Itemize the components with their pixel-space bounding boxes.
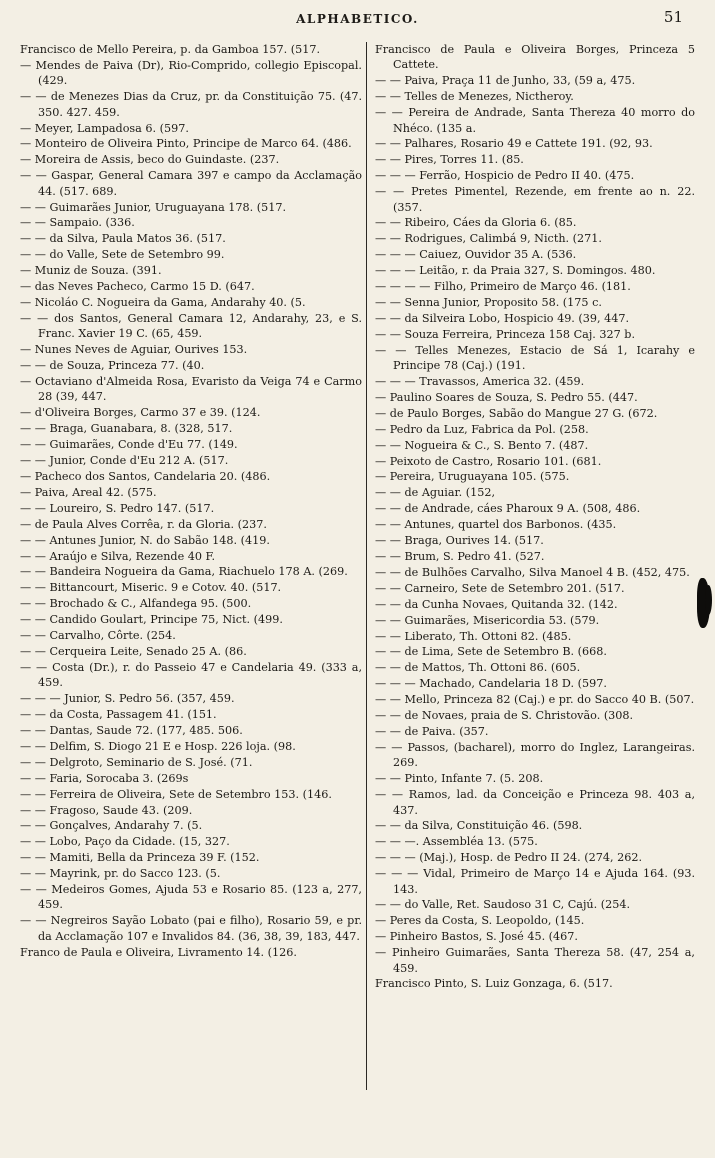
directory-entry: — — de Aguiar. (152,: [375, 486, 496, 500]
directory-entry: — — Nogueira & C., S. Bento 7. (487.: [375, 438, 589, 452]
directory-entry: — Paiva, Areal 42. (575.: [20, 485, 157, 499]
directory-entry: — — — Leitão, r. da Praia 327, S. Domingos. 480.: [375, 264, 656, 278]
ink-blot: [705, 585, 712, 615]
directory-entry: — — Braga, Ourives 14. (517.: [375, 534, 544, 548]
directory-entry: — das Neves Pacheco, Carmo 15 D. (647.: [20, 280, 255, 294]
page-number: 51: [663, 8, 683, 26]
directory-entry: — — de Lima, Sete de Setembro B. (668.: [375, 645, 607, 659]
directory-entry: — — Delfim, S. Diogo 21 E e Hosp. 226 loja. (98.: [20, 739, 296, 753]
directory-entry: — — —. Assembléa 13. (575.: [375, 835, 538, 849]
directory-entry: — — Carneiro, Sete de Setembro 201. (517.: [375, 581, 625, 595]
directory-entry: — — da Costa, Passagem 41. (151.: [20, 708, 217, 722]
directory-entry: — — Lobo, Paço da Cidade. (15, 327.: [20, 835, 230, 849]
directory-entry: Franco de Paula e Oliveira, Livramento 14. (126.: [20, 945, 297, 959]
directory-entry: — — de Andrade, cáes Pharoux 9 A. (508, 486.: [375, 502, 641, 516]
directory-entry: — — de Paiva. (357.: [375, 724, 489, 738]
directory-entry: — — Passos, (bacharel), morro do Inglez, Larangeiras. 269.: [375, 740, 695, 770]
directory-entry: — — Gaspar, General Camara 397 e campo da Acclamação 44. (517. 689.: [20, 169, 362, 198]
directory-entry: — — Costa (Dr.), r. do Passeio 47 e Candelaria 49. (333 a, 459.: [20, 660, 362, 690]
page-title: ALPHABETICO.: [296, 12, 419, 26]
directory-entry: — — Medeiros Gomes, Ajuda 53 e Rosario 85. (123 a, 277, 459.: [20, 883, 362, 912]
right-column: [375, 42, 695, 1092]
directory-entry: — — Pires, Torres 11. (85.: [375, 153, 524, 167]
directory-entry: — — Ferreira de Oliveira, Sete de Setembro 153. (146.: [20, 787, 332, 801]
directory-entry: — Monteiro de Oliveira Pinto, Principe de Marco 64. (486.: [20, 137, 352, 151]
directory-entry: Francisco de Mello Pereira, p. da Gamboa 157. (517.: [20, 43, 321, 56]
directory-entry: — — Guimarães, Conde d'Eu 77. (149.: [20, 438, 238, 452]
left-column: [20, 42, 362, 1092]
directory-entry: — — — Machado, Candelaria 18 D. (597.: [375, 677, 607, 691]
directory-entry: — — Candido Goulart, Principe 75, Nict. (499.: [20, 613, 283, 627]
directory-entry: — — Gonçalves, Andarahy 7. (5.: [20, 819, 203, 833]
directory-entry: — Moreira de Assis, beco do Guindaste. (237.: [20, 153, 280, 167]
directory-entry: — Muniz de Souza. (391.: [20, 264, 162, 278]
directory-entry: — Nunes Neves de Aguiar, Ourives 153.: [20, 343, 248, 357]
directory-entry: — — — Vidal, Primeiro de Março 14 e Ajuda 164. (93. 143.: [375, 867, 695, 896]
directory-entry: — — Telles Menezes, Estacio de Sá 1, Icarahy e Principe 78 (Caj.) (191.: [375, 343, 695, 373]
directory-entry: — — Rodrigues, Calimbá 9, Nicth. (271.: [375, 232, 602, 246]
directory-entry: — Paulino Soares de Souza, S. Pedro 55. (447.: [375, 390, 638, 404]
directory-entry: — — — (Maj.), Hosp. de Pedro II 24. (274, 262.: [375, 851, 642, 865]
directory-entry: — — Cerqueira Leite, Senado 25 A. (86.: [20, 644, 247, 658]
directory-entry: — Peixoto de Castro, Rosario 101. (681.: [375, 454, 602, 468]
directory-entry: — Pinheiro Guimarães, Santa Thereza 58. (47, 254 a, 459.: [375, 946, 695, 975]
directory-entry: — — da Silva, Constituição 46. (598.: [375, 819, 583, 833]
directory-entry: — — Brochado & C., Alfandega 95. (500.: [20, 597, 252, 611]
directory-entry: — Octaviano d'Almeida Rosa, Evaristo da Veiga 74 e Carmo 28 (39, 447.: [20, 375, 362, 404]
directory-entry: — — Telles de Menezes, Nictheroy.: [375, 90, 574, 104]
directory-entry: — — Antunes Junior, N. do Sabão 148. (419.: [20, 533, 270, 547]
directory-entry: — — Negreiros Sayão Lobato (pai e filho), Rosario 59, e pr. da Acclamação 107 e Invalidos 84. (36, 38, 39, 183, 447.: [20, 914, 362, 943]
column-divider: [366, 42, 367, 1090]
directory-entry: — — de Menezes Dias da Cruz, pr. da Constituição 75. (47. 350. 427. 459.: [20, 90, 362, 119]
directory-entry: — — Dantas, Saude 72. (177, 485. 506.: [20, 723, 243, 737]
directory-entry: — — Souza Ferreira, Princeza 158 Caj. 327 b.: [375, 327, 636, 341]
directory-entry: — — Mayrink, pr. do Sacco 123. (5.: [20, 867, 221, 881]
directory-entry: — — Antunes, quartel dos Barbonos. (435.: [375, 518, 617, 532]
directory-entry: — — — — Filho, Primeiro de Março 46. (181.: [375, 280, 631, 294]
directory-entry: — — — Caiuez, Ouvidor 35 A. (536.: [375, 248, 577, 262]
directory-entry: — — da Cunha Novaes, Quitanda 32. (142.: [375, 597, 618, 611]
directory-entry: — Pinheiro Bastos, S. José 45. (467.: [375, 930, 578, 944]
directory-entry: — — Junior, Conde d'Eu 212 A. (517.: [20, 454, 229, 468]
directory-entry: — — de Bulhões Carvalho, Silva Manoel 4 B. (452, 475.: [375, 565, 690, 579]
directory-entry: — — Mamiti, Bella da Princeza 39 F. (152.: [20, 851, 260, 865]
directory-entry: — — do Valle, Sete de Setembro 99.: [20, 248, 225, 262]
directory-entry: — — Ribeiro, Cáes da Gloria 6. (85.: [375, 216, 577, 230]
directory-entry: — — da Silva, Paula Matos 36. (517.: [20, 232, 226, 246]
directory-entry: — — Bandeira Nogueira da Gama, Riachuelo 178 A. (269.: [20, 565, 348, 579]
directory-entry: — Pereira, Uruguayana 105. (575.: [375, 470, 570, 484]
directory-entry: — de Paulo Borges, Sabão do Mangue 27 G. (672.: [375, 406, 658, 420]
directory-entry: — — Delgroto, Seminario de S. José. (71.: [20, 755, 253, 769]
directory-entry: — — Carvalho, Côrte. (254.: [20, 629, 176, 643]
directory-entry: — — de Novaes, praia de S. Christovão. (308.: [375, 709, 634, 723]
directory-entry: — — Liberato, Th. Ottoni 82. (485.: [375, 629, 572, 643]
directory-entry: — — Sampaio. (336.: [20, 216, 135, 230]
directory-entry: — Pedro da Luz, Fabrica da Pol. (258.: [375, 422, 589, 436]
directory-entry: — — — Junior, S. Pedro 56. (357, 459.: [20, 692, 235, 706]
page-header: [0, 8, 715, 30]
directory-entry: — — Loureiro, S. Pedro 147. (517.: [20, 501, 215, 515]
directory-entry: — Mendes de Paiva (Dr), Rio-Comprido, collegio Episcopal. (429.: [20, 58, 362, 88]
directory-entry: — — Pereira de Andrade, Santa Thereza 40 morro do Nhéco. (135 a.: [375, 106, 695, 135]
directory-entry: — — Pinto, Infante 7. (5. 208.: [375, 772, 544, 786]
directory-entry: Francisco de Paula e Oliveira Borges, Princeza 5 Cattete.: [375, 43, 695, 72]
directory-entry: — — Araújo e Silva, Rezende 40 F.: [20, 549, 216, 563]
directory-entry: — — dos Santos, General Camara 12, Andarahy, 23, e S. Franc. Xavier 19 C. (65, 459.: [20, 311, 362, 341]
directory-entry: — d'Oliveira Borges, Carmo 37 e 39. (124.: [20, 406, 261, 420]
directory-entry: — — Senna Junior, Proposito 58. (175 c.: [375, 296, 602, 309]
directory-entry: — — da Silveira Lobo, Hospicio 49. (39, 447.: [375, 311, 630, 325]
directory-entry: — — Guimarães, Misericordia 53. (579.: [375, 613, 600, 627]
directory-entry: — — Guimarães Junior, Uruguayana 178. (517.: [20, 200, 287, 214]
directory-entry: — — Fragoso, Saude 43. (209.: [20, 803, 193, 817]
directory-entry: — — de Souza, Princeza 77. (40.: [20, 359, 205, 373]
directory-entry: — — Palhares, Rosario 49 e Cattete 191. (92, 93.: [375, 137, 653, 151]
directory-entry: — — Faria, Sorocaba 3. (269s: [20, 771, 189, 785]
directory-entry: — — Mello, Princeza 82 (Caj.) e pr. do Sacco 40 B. (507.: [375, 693, 695, 707]
directory-entry: — Pacheco dos Santos, Candelaria 20. (486.: [20, 469, 271, 483]
directory-entry: — — Bittancourt, Miseric. 9 e Cotov. 40. (517.: [20, 581, 282, 595]
directory-entry: — Nicoláo C. Nogueira da Gama, Andarahy 40. (5.: [20, 296, 306, 309]
directory-entry: — — Paiva, Praça 11 de Junho, 33, (59 a, 475.: [375, 74, 636, 88]
directory-entry: Francisco Pinto, S. Luiz Gonzaga, 6. (517.: [375, 977, 613, 991]
directory-entry: — de Paula Alves Corrêa, r. da Gloria. (237.: [20, 517, 267, 531]
directory-entry: — — do Valle, Ret. Saudoso 31 C, Cajú. (254.: [375, 898, 631, 912]
directory-entry: — — Ramos, lad. da Conceição e Princeza 98. 403 a, 437.: [375, 788, 695, 817]
directory-entry: — Meyer, Lampadosa 6. (597.: [20, 121, 189, 135]
directory-entry: — — — Ferrão, Hospicio de Pedro II 40. (475.: [375, 169, 635, 183]
directory-entry: — — de Mattos, Th. Ottoni 86. (605.: [375, 661, 581, 675]
directory-entry: — — Pretes Pimentel, Rezende, em frente ao n. 22. (357.: [375, 185, 695, 214]
directory-entry: — Peres da Costa, S. Leopoldo, (145.: [375, 914, 585, 928]
directory-entry: — — Braga, Guanabara, 8. (328, 517.: [20, 422, 233, 436]
directory-entry: — — — Travassos, America 32. (459.: [375, 375, 585, 389]
directory-entry: — — Brum, S. Pedro 41. (527.: [375, 550, 545, 563]
